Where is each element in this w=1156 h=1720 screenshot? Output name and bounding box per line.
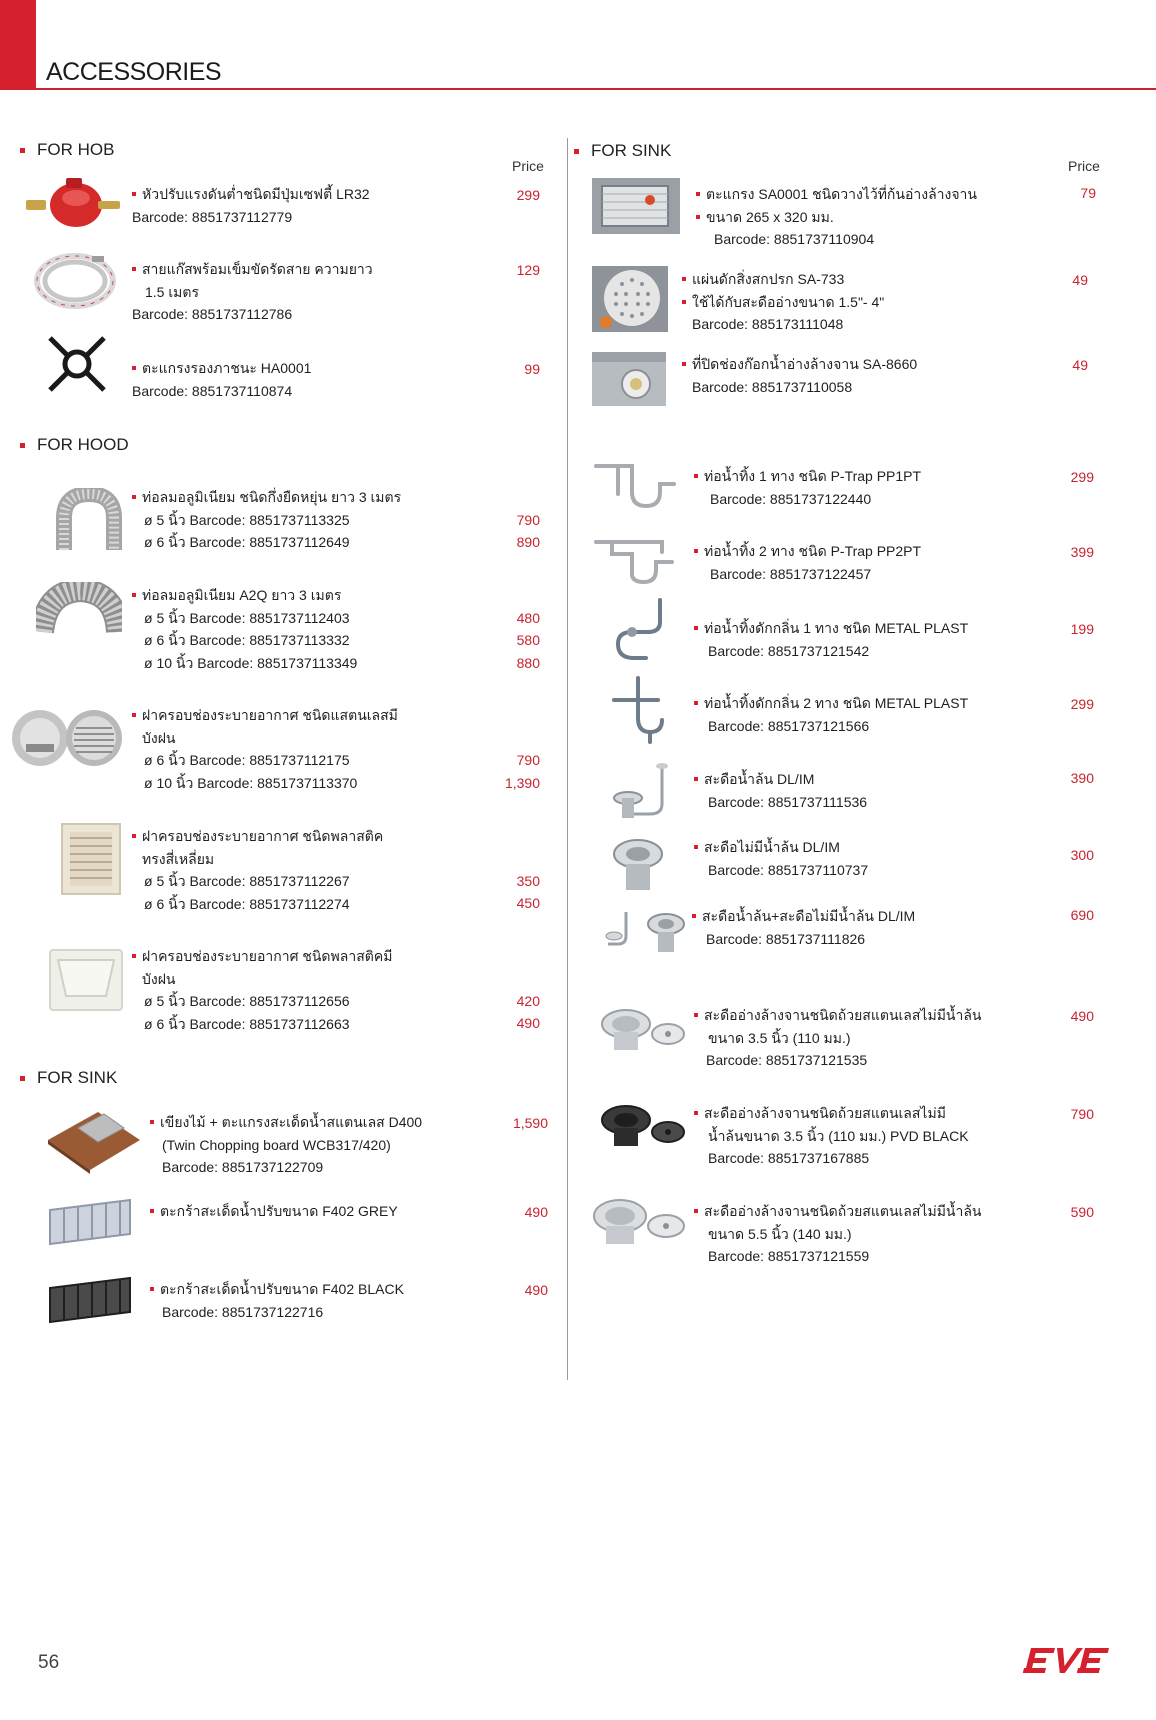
- p-trap-2-way-image: [592, 538, 676, 586]
- cup-drain-3-5-image: [600, 1004, 686, 1054]
- item-price: 399: [1070, 544, 1094, 560]
- list-item: ที่ปิดช่องก๊อกน้ำอ่างล้างจาน SA-8660 Barcode: 8851737110058: [682, 353, 917, 398]
- section-heading-sink-right: FOR SINK: [574, 141, 671, 161]
- list-item: เขียงไม้ + ตะแกรงสะเด็ดน้ำสแตนเลส D400 (Twin Chopping board WCB317/420) Barcode: 8851737122709: [150, 1111, 422, 1179]
- list-item: ท่อลมอลูมิเนียม ชนิดกึ่งยืดหยุ่น ยาว 3 เมตร ø 5 นิ้ว Barcode: 8851737113325 ø 6 นิ้ว Barcode: 8851737112649: [132, 486, 401, 554]
- bullet-icon: [20, 443, 25, 448]
- metal-plast-trap-1-way-image: [608, 598, 668, 664]
- aluminium-duct-image: [54, 488, 124, 554]
- eve-logo: [1020, 1644, 1110, 1678]
- cup-drain-5-5-image: [592, 1196, 686, 1248]
- bullet-icon: [20, 1076, 25, 1081]
- item-price: 99: [524, 361, 540, 377]
- list-item: ท่อน้ำทิ้ง 2 ทาง ชนิด P-Trap PP2PT Barcode: 8851737122457: [694, 540, 921, 585]
- pan-support-image: [46, 334, 108, 394]
- item-price: 350: [516, 873, 540, 889]
- list-item: ตะแกรง SA0001 ชนิดวางไว้ที่ก้นอ่างล้างจาน ขนาด 265 x 320 มม. Barcode: 8851737110904: [696, 183, 977, 251]
- item-price: 300: [1070, 847, 1094, 863]
- item-price: 790: [516, 512, 540, 528]
- page-number: 56: [38, 1652, 60, 1673]
- flexible-duct-image: [36, 582, 122, 646]
- list-item: ฝาครอบช่องระบายอากาศ ชนิดพลาสติค ทรงสี่เหลี่ยม ø 5 นิ้ว Barcode: 8851737112267 ø 6 นิ้ว Barcode: 8851737112274: [132, 825, 383, 915]
- list-item: สะดืออ่างล้างจานชนิดถ้วยสแตนเลสไม่มีน้ำล้น ขนาด 3.5 นิ้ว (110 มม.) Barcode: 8851737121535: [694, 1004, 982, 1072]
- drain-no-overflow-image: [612, 836, 664, 894]
- list-item: สะดือน้ำล้น+สะดือไม่มีน้ำล้น DL/IM Barcode: 8851737111826: [692, 905, 915, 950]
- page-title: ACCESSORIES: [46, 58, 222, 86]
- column-divider: [567, 138, 568, 1380]
- item-price: 199: [1070, 621, 1094, 637]
- item-price: 420: [516, 993, 540, 1009]
- gas-regulator-image: [26, 176, 120, 234]
- section-heading-hood: FOR HOOD: [20, 435, 129, 455]
- list-item: ท่อลมอลูมิเนียม A2Q ยาว 3 เมตร ø 5 นิ้ว Barcode: 8851737112403 ø 6 นิ้ว Barcode: 8851737113332 ø 10 นิ้ว Barcode: 8851737113349: [132, 584, 357, 674]
- list-item: สะดืออ่างล้างจานชนิดถ้วยสแตนเลสไม่มีน้ำล้น ขนาด 5.5 นิ้ว (140 มม.) Barcode: 8851737121559: [694, 1200, 982, 1268]
- item-price: 1,590: [512, 1115, 548, 1131]
- item-price: 790: [1070, 1106, 1094, 1122]
- list-item: สะดือไม่มีน้ำล้น DL/IM Barcode: 8851737110737: [694, 836, 868, 881]
- list-item: ฝาครอบช่องระบายอากาศ ชนิดพลาสติคมี บังฝน ø 5 นิ้ว Barcode: 8851737112656 ø 6 นิ้ว Barcode: 8851737112663: [132, 945, 392, 1035]
- list-item: สะดือน้ำล้น DL/IM Barcode: 8851737111536: [694, 768, 867, 813]
- item-price: 880: [516, 655, 540, 671]
- item-price: 890: [516, 534, 540, 550]
- item-price: 299: [1070, 696, 1094, 712]
- item-price: 49: [1072, 272, 1088, 288]
- list-item: ท่อน้ำทิ้งดักกลิ่น 1 ทาง ชนิด METAL PLAST Barcode: 8851737121542: [694, 617, 968, 662]
- item-price: 490: [516, 1015, 540, 1031]
- item-price: 490: [524, 1204, 548, 1220]
- metal-plast-trap-2-way-image: [608, 676, 668, 744]
- item-price: 79: [1080, 185, 1096, 201]
- item-price: 480: [516, 610, 540, 626]
- strainer-plate-image: [592, 266, 668, 332]
- item-price: 450: [516, 895, 540, 911]
- item-price: 129: [516, 262, 540, 278]
- stainless-vent-cap-image: [10, 704, 124, 772]
- grey-dish-rack-image: [44, 1194, 136, 1250]
- list-item: สะดืออ่างล้างจานชนิดถ้วยสแตนเลสไม่มี น้ำล้นขนาด 3.5 นิ้ว (110 มม.) PVD BLACK Barcode: 8851737167885: [694, 1102, 969, 1170]
- item-price: 590: [1070, 1204, 1094, 1220]
- chopping-board-image: [44, 1106, 144, 1176]
- plastic-square-vent-image: [60, 822, 122, 896]
- item-price: 299: [1070, 469, 1094, 485]
- bullet-icon: [20, 148, 25, 153]
- item-price: 490: [524, 1282, 548, 1298]
- item-price: 690: [1070, 907, 1094, 923]
- item-price: 1,390: [504, 775, 540, 791]
- price-column-header: Price: [512, 158, 544, 174]
- list-item: แผ่นดักสิ่งสกปรก SA-733 ใช้ได้กับสะดืออ่างขนาด 1.5"- 4" Barcode: 885173111048: [682, 268, 884, 336]
- section-heading-hob: FOR HOB: [20, 140, 114, 160]
- overflow-drain-image: [610, 760, 674, 822]
- drain-combo-image: [604, 908, 688, 954]
- list-item: สายแก๊สพร้อมเข็มขัดรัดสาย ความยาว 1.5 เมตร Barcode: 8851737112786: [132, 261, 373, 322]
- list-item: หัวปรับแรงดันต่ำชนิดมีปุ่มเซฟตี้ LR32 Barcode: 8851737112779: [132, 186, 370, 225]
- header-accent-bar: [0, 0, 36, 90]
- item-price: 580: [516, 632, 540, 648]
- bullet-icon: [574, 149, 579, 154]
- cup-drain-pvd-black-image: [600, 1102, 686, 1150]
- price-column-header: Price: [1068, 158, 1100, 174]
- plastic-hood-vent-image: [48, 946, 124, 1012]
- p-trap-1-way-image: [592, 462, 676, 514]
- list-item: ตะกร้าสะเด็ดน้ำปรับขนาด F402 BLACK Barcode: 8851737122716: [150, 1278, 404, 1323]
- tap-hole-cover-image: [592, 352, 666, 406]
- list-item: ท่อน้ำทิ้งดักกลิ่น 2 ทาง ชนิด METAL PLAST Barcode: 8851737121566: [694, 692, 968, 737]
- item-price: 299: [516, 187, 540, 203]
- item-price: 790: [516, 752, 540, 768]
- list-item: ท่อน้ำทิ้ง 1 ทาง ชนิด P-Trap PP1PT Barcode: 8851737122440: [694, 465, 921, 510]
- item-price: 390: [1070, 770, 1094, 786]
- title-divider: [36, 88, 1156, 90]
- item-price: 490: [1070, 1008, 1094, 1024]
- black-dish-rack-image: [44, 1272, 136, 1328]
- list-item: ฝาครอบช่องระบายอากาศ ชนิดแสตนเลสมี บังฝน ø 6 นิ้ว Barcode: 8851737112175 ø 10 นิ้ว Barcode: 8851737113370: [132, 704, 398, 794]
- gas-hose-image: [32, 250, 118, 312]
- list-item: ตะแกรงรองภาชนะ HA0001 Barcode: 8851737110874: [132, 360, 312, 399]
- sink-grid-image: [592, 178, 680, 234]
- list-item: ตะกร้าสะเด็ดน้ำปรับขนาด F402 GREY: [150, 1200, 398, 1223]
- section-heading-sink-left: FOR SINK: [20, 1068, 117, 1088]
- item-price: 49: [1072, 357, 1088, 373]
